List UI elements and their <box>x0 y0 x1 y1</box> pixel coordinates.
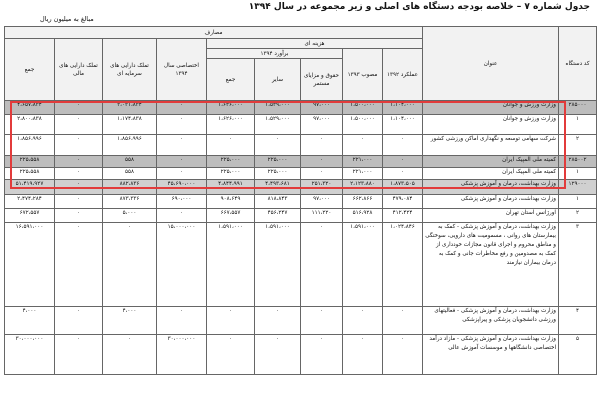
cell-spec: ۰ <box>157 115 207 135</box>
header-name: عنوان <box>423 27 559 101</box>
cell-perf: ۴۱۲،۴۲۴ <box>383 209 423 223</box>
cell-code: ۱ <box>559 195 597 209</box>
cell-tot: ۹۰۸،۶۴۹ <box>207 195 255 209</box>
cell-code: ۱۲۹۰۰۰ <box>559 180 597 195</box>
cell-appr: ۱،۵۹۱،۰۰۰ <box>343 223 383 307</box>
cell-tot: ۱،۶۲۶،۰۰۰ <box>207 115 255 135</box>
cell-tot: ۰ <box>207 135 255 156</box>
cell-perf: ۰ <box>383 335 423 375</box>
cell-oth: ۰ <box>255 335 301 375</box>
cell-cap: ۵،۰۰۰ <box>103 209 157 223</box>
cell-appr: ۱،۵۰۰،۰۰۰ <box>343 115 383 135</box>
header-approved: مصوب ۱۳۹۳ <box>343 49 383 101</box>
cell-appr: ۱،۵۰۰،۰۰۰ <box>343 101 383 115</box>
cell-tot: ۰ <box>207 335 255 375</box>
cell-fin: ۰ <box>55 180 103 195</box>
cell-sal: ۰ <box>301 307 343 335</box>
cell-perf: ۰ <box>383 168 423 180</box>
header-other: سایر <box>255 59 301 101</box>
cell-name: وزارت ورزش و جوانان <box>423 101 559 115</box>
cell-grand: ۴،۶۵۷،۸۳۴ <box>5 101 55 115</box>
cell-spec: ۴۵،۶۹۰،۰۰۰ <box>157 180 207 195</box>
header-salaries: حقوق و مزایای مستمر <box>301 59 343 101</box>
cell-name: وزارت ورزش و جوانان <box>423 115 559 135</box>
cell-name: وزارت بهداشت، درمان و آموزش پزشکی - فعالیتهای ورزشی دانشجویان پزشکی و پیراپزشکی <box>423 307 559 335</box>
cell-sal: ۰ <box>301 223 343 307</box>
cell-code: ۲۸۵۰۰۰ <box>559 101 597 115</box>
cell-appr: ۲۲۱،۰۰۰ <box>343 156 383 168</box>
cell-cap: ۵۵۸ <box>103 168 157 180</box>
cell-code: ۴ <box>559 307 597 335</box>
header-performance: عملکرد ۱۳۹۲ <box>383 49 423 101</box>
cell-oth: ۱،۵۲۹،۰۰۰ <box>255 101 301 115</box>
cell-fin: ۰ <box>55 115 103 135</box>
cell-sal: ۰ <box>301 335 343 375</box>
cell-code: ۱ <box>559 115 597 135</box>
cell-code: ۵ <box>559 335 597 375</box>
cell-perf: ۱،۱۰۴،۰۰۰ <box>383 101 423 115</box>
cell-grand: ۲،۸۰۰،۸۳۸ <box>5 115 55 135</box>
cell-spec: ۳۰،۰۰۰،۰۰۰ <box>157 335 207 375</box>
header-estimate-1394: برآورد ۱۳۹۴ <box>207 49 343 59</box>
cell-sal: ۲۵۱،۳۲۰ <box>301 180 343 195</box>
cell-grand: ۵۱،۴۱۹،۹۲۷ <box>5 180 55 195</box>
cell-name: کمیته ملی المپیک ایران <box>423 168 559 180</box>
table-row <box>5 195 597 209</box>
cell-name: وزارت بهداشت، درمان و آموزش پزشکی <box>423 195 559 209</box>
cell-cap: ۵۵۸ <box>103 156 157 168</box>
cell-spec: ۱۵،۰۰۰،۰۰۰ <box>157 223 207 307</box>
cell-sal: ۰ <box>301 135 343 156</box>
cell-sal: ۹۷،۰۰۰ <box>301 115 343 135</box>
cell-perf: ۱،۰۲۴،۸۴۶ <box>383 223 423 307</box>
cell-name: اورژانس استان تهران <box>423 209 559 223</box>
cell-cap: ۸۸۲،۸۳۶ <box>103 180 157 195</box>
cell-grand: ۴،۰۰۰ <box>5 307 55 335</box>
header-code: کد دستگاه <box>559 27 597 101</box>
cell-fin: ۰ <box>55 156 103 168</box>
cell-appr: ۲۲۱،۰۰۰ <box>343 168 383 180</box>
highlight-box <box>10 101 566 189</box>
cell-sal: ۰ <box>301 156 343 168</box>
cell-grand: ۲۲۵،۵۵۸ <box>5 156 55 168</box>
cell-perf: ۱،۱۰۴،۰۰۰ <box>383 115 423 135</box>
cell-spec: ۰ <box>157 209 207 223</box>
cell-grand: ۲۲۵،۵۵۸ <box>5 168 55 180</box>
cell-name: کمیته ملی المپیک ایران <box>423 156 559 168</box>
cell-code: ۲۸۵۰۰۲ <box>559 156 597 168</box>
header-special: اختصاصی سال ۱۳۹۴ <box>157 39 207 101</box>
table-row <box>5 223 597 307</box>
cell-cap: ۴،۰۰۰ <box>103 307 157 335</box>
header-total: جمع <box>207 59 255 101</box>
cell-appr: ۲،۱۲۳،۸۸۰ <box>343 180 383 195</box>
header-grand-total: جمع <box>5 39 55 101</box>
cell-fin: ۰ <box>55 335 103 375</box>
cell-sal: ۱۱۱،۲۲۰ <box>301 209 343 223</box>
cell-perf: ۰ <box>383 307 423 335</box>
cell-appr: ۵۱۶،۹۲۸ <box>343 209 383 223</box>
cell-tot: ۴،۸۴۴،۹۹۱ <box>207 180 255 195</box>
table-row <box>5 209 597 223</box>
cell-oth: ۸۱۸،۸۴۳ <box>255 195 301 209</box>
cell-tot: ۱،۶۲۶،۰۰۰ <box>207 101 255 115</box>
cell-oth: ۲۲۵،۰۰۰ <box>255 156 301 168</box>
cell-code: ۲ <box>559 135 597 156</box>
header-financial-assets: تملک دارایی های مالی <box>55 39 103 101</box>
cell-cap: ۰ <box>103 335 157 375</box>
cell-sal: ۰ <box>301 168 343 180</box>
cell-fin: ۰ <box>55 223 103 307</box>
cell-grand: ۱،۸۵۶،۹۹۶ <box>5 135 55 156</box>
budget-table <box>4 26 597 375</box>
cell-oth: ۴،۴۹۳،۶۸۱ <box>255 180 301 195</box>
cell-appr: ۰ <box>343 335 383 375</box>
cell-appr: ۰ <box>343 135 383 156</box>
cell-tot: ۲۲۵،۰۰۰ <box>207 156 255 168</box>
cell-spec: ۶۹۰،۰۰۰ <box>157 195 207 209</box>
cell-perf: ۰ <box>383 156 423 168</box>
cell-cap: ۸۷۳،۳۳۶ <box>103 195 157 209</box>
cell-spec: ۰ <box>157 168 207 180</box>
cell-name: شرکت سهامی توسعه و نگهداری اماکن ورزشی کشور <box>423 135 559 156</box>
cell-tot: ۱،۵۹۱،۰۰۰ <box>207 223 255 307</box>
table-title: جدول شماره ۷ – خلاصه بودجه دستگاه های اصلی و زیر مجموعه در سال ۱۳۹۴ <box>248 2 590 12</box>
cell-fin: ۰ <box>55 209 103 223</box>
unit-note: مبالغ به میلیون ریال <box>40 15 94 23</box>
cell-appr: ۰ <box>343 307 383 335</box>
cell-fin: ۰ <box>55 307 103 335</box>
cell-code: ۱ <box>559 168 597 180</box>
cell-grand: ۳۰،۰۰۰،۰۰۰ <box>5 335 55 375</box>
cell-code: ۲ <box>559 209 597 223</box>
header-current-costs: هزینه ای <box>207 39 423 49</box>
cell-oth: ۲۲۵،۰۰۰ <box>255 168 301 180</box>
cell-cap: ۰ <box>103 223 157 307</box>
cell-spec: ۰ <box>157 101 207 115</box>
cell-tot: ۶۶۷،۵۵۷ <box>207 209 255 223</box>
cell-grand: ۱۶،۵۹۱،۰۰۰ <box>5 223 55 307</box>
header-expenditures: مصارف <box>5 27 423 39</box>
cell-fin: ۰ <box>55 195 103 209</box>
cell-perf: ۱،۸۷۳،۵۰۵ <box>383 180 423 195</box>
cell-oth: ۱،۵۲۹،۰۰۰ <box>255 115 301 135</box>
table-header <box>5 27 597 101</box>
cell-tot: ۰ <box>207 307 255 335</box>
cell-oth: ۱،۵۹۱،۰۰۰ <box>255 223 301 307</box>
cell-sal: ۹۷،۰۰۰ <box>301 195 343 209</box>
cell-grand: ۶۷۲،۵۵۷ <box>5 209 55 223</box>
header-capital-assets: تملک دارایی های سرمایه ای <box>103 39 157 101</box>
table-row <box>5 335 597 375</box>
cell-code: ۳ <box>559 223 597 307</box>
cell-perf: ۴۷۹،۰۸۴ <box>383 195 423 209</box>
cell-cap: ۱،۸۵۶،۹۹۶ <box>103 135 157 156</box>
cell-fin: ۰ <box>55 101 103 115</box>
table-row <box>5 307 597 335</box>
cell-cap: ۱،۱۷۴،۸۳۸ <box>103 115 157 135</box>
cell-perf: ۰ <box>383 135 423 156</box>
cell-oth: ۴۵۶،۲۴۷ <box>255 209 301 223</box>
cell-sal: ۹۷،۰۰۰ <box>301 101 343 115</box>
cell-appr: ۶۶۲،۸۶۶ <box>343 195 383 209</box>
cell-name: وزارت بهداشت، درمان و آموزش پزشکی - کمک به بیمارستان های روانی ، مسمومیت های دارویی، سوختگی و مناطق محروم و اجرای قانون مجازات خودداری از کمک به مصدومین و رفع مخاطرات جانی و کمک به درمان بیماران نیازمند <box>423 223 559 307</box>
cell-name: وزارت بهداشت، درمان و آموزش پزشکی - مازاد درآمد اختصاصی دانشگاهها و موسسات آموزش عالی <box>423 335 559 375</box>
cell-oth: ۰ <box>255 307 301 335</box>
cell-oth: ۰ <box>255 135 301 156</box>
cell-spec: ۰ <box>157 135 207 156</box>
cell-cap: ۳،۰۳۱،۸۳۴ <box>103 101 157 115</box>
cell-fin: ۰ <box>55 135 103 156</box>
cell-tot: ۲۲۵،۰۰۰ <box>207 168 255 180</box>
cell-name: وزارت بهداشت، درمان و آموزش پزشکی <box>423 180 559 195</box>
cell-spec: ۰ <box>157 307 207 335</box>
cell-fin: ۰ <box>55 168 103 180</box>
cell-spec: ۰ <box>157 156 207 168</box>
cell-grand: ۲،۴۷۴،۲۸۴ <box>5 195 55 209</box>
